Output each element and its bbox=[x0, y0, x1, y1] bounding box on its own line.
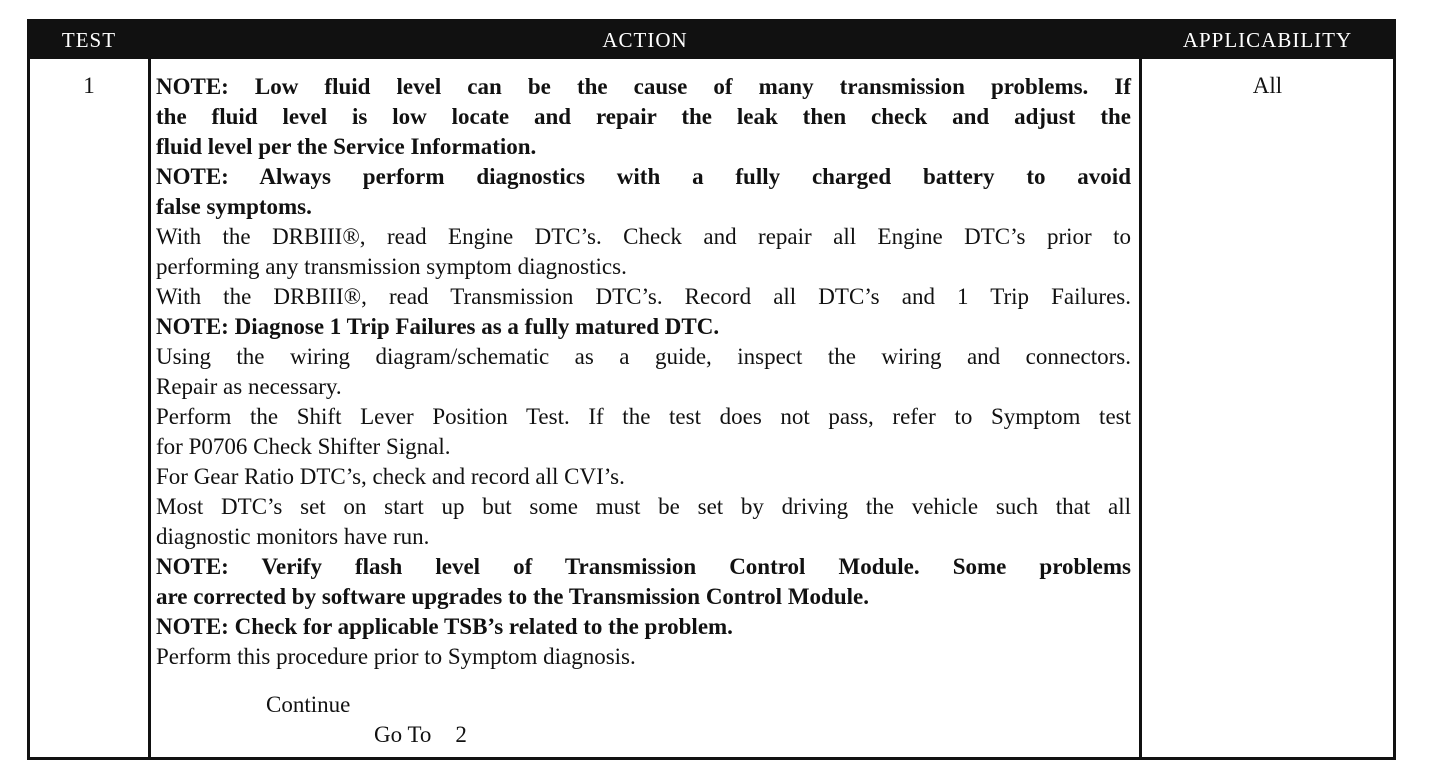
header-test: TEST bbox=[61, 28, 117, 52]
table-header bbox=[30, 22, 1393, 59]
goto-step bbox=[374, 722, 467, 748]
header-applicability: APPLICABILITY bbox=[1182, 28, 1353, 52]
action-line: NOTE: Check for applicable TSB’s related to the problem. bbox=[156, 614, 733, 639]
action-line: performing any transmission symptom diagnostics. bbox=[156, 254, 627, 279]
test-number: 1 bbox=[83, 73, 95, 98]
action-line: NOTE: Verify flash level of Transmission Control Module. Some problems bbox=[156, 554, 1131, 579]
action-line: NOTE: Low fluid level can be the cause of many transmission problems. If bbox=[156, 74, 1131, 99]
action-line: false symptoms. bbox=[156, 194, 312, 219]
action-line: NOTE: Diagnose 1 Trip Failures as a fully matured DTC. bbox=[156, 314, 720, 339]
action-line: the fluid level is low locate and repair the leak then check and adjust the bbox=[156, 104, 1131, 129]
goto-label: Go To bbox=[374, 722, 432, 747]
column-divider bbox=[148, 59, 151, 757]
action-line: are corrected by software upgrades to the Transmission Control Module. bbox=[156, 584, 869, 609]
action-line: Perform this procedure prior to Symptom diagnosis. bbox=[156, 644, 636, 669]
action-line: Using the wiring diagram/schematic as a guide, inspect the wiring and connectors. bbox=[156, 344, 1131, 369]
action-line: With the DRBIII®, read Engine DTC’s. Check and repair all Engine DTC’s prior to bbox=[156, 224, 1131, 249]
action-line: Most DTC’s set on start up but some must be set by driving the vehicle such that all bbox=[156, 494, 1131, 519]
header-action: ACTION bbox=[602, 28, 688, 52]
action-line: diagnostic monitors have run. bbox=[156, 524, 430, 549]
goto-target: 2 bbox=[455, 722, 467, 747]
action-line: NOTE: Always perform diagnostics with a fully charged battery to avoid bbox=[156, 164, 1131, 189]
action-line: Perform the Shift Lever Position Test. If the test does not pass, refer to Symptom test bbox=[156, 404, 1131, 429]
applicability-value: All bbox=[1252, 73, 1283, 98]
diagnostic-table bbox=[27, 19, 1396, 760]
action-line: For Gear Ratio DTC’s, check and record all CVI’s. bbox=[156, 464, 625, 489]
action-line: fluid level per the Service Information. bbox=[156, 134, 537, 159]
action-line: With the DRBIII®, read Transmission DTC’s. Record all DTC’s and 1 Trip Failures. bbox=[156, 284, 1131, 309]
action-line: for P0706 Check Shifter Signal. bbox=[156, 434, 451, 459]
action-text bbox=[156, 72, 1131, 672]
continue-label: Continue bbox=[266, 692, 351, 717]
column-divider bbox=[1139, 59, 1142, 757]
action-line: Repair as necessary. bbox=[156, 374, 342, 399]
